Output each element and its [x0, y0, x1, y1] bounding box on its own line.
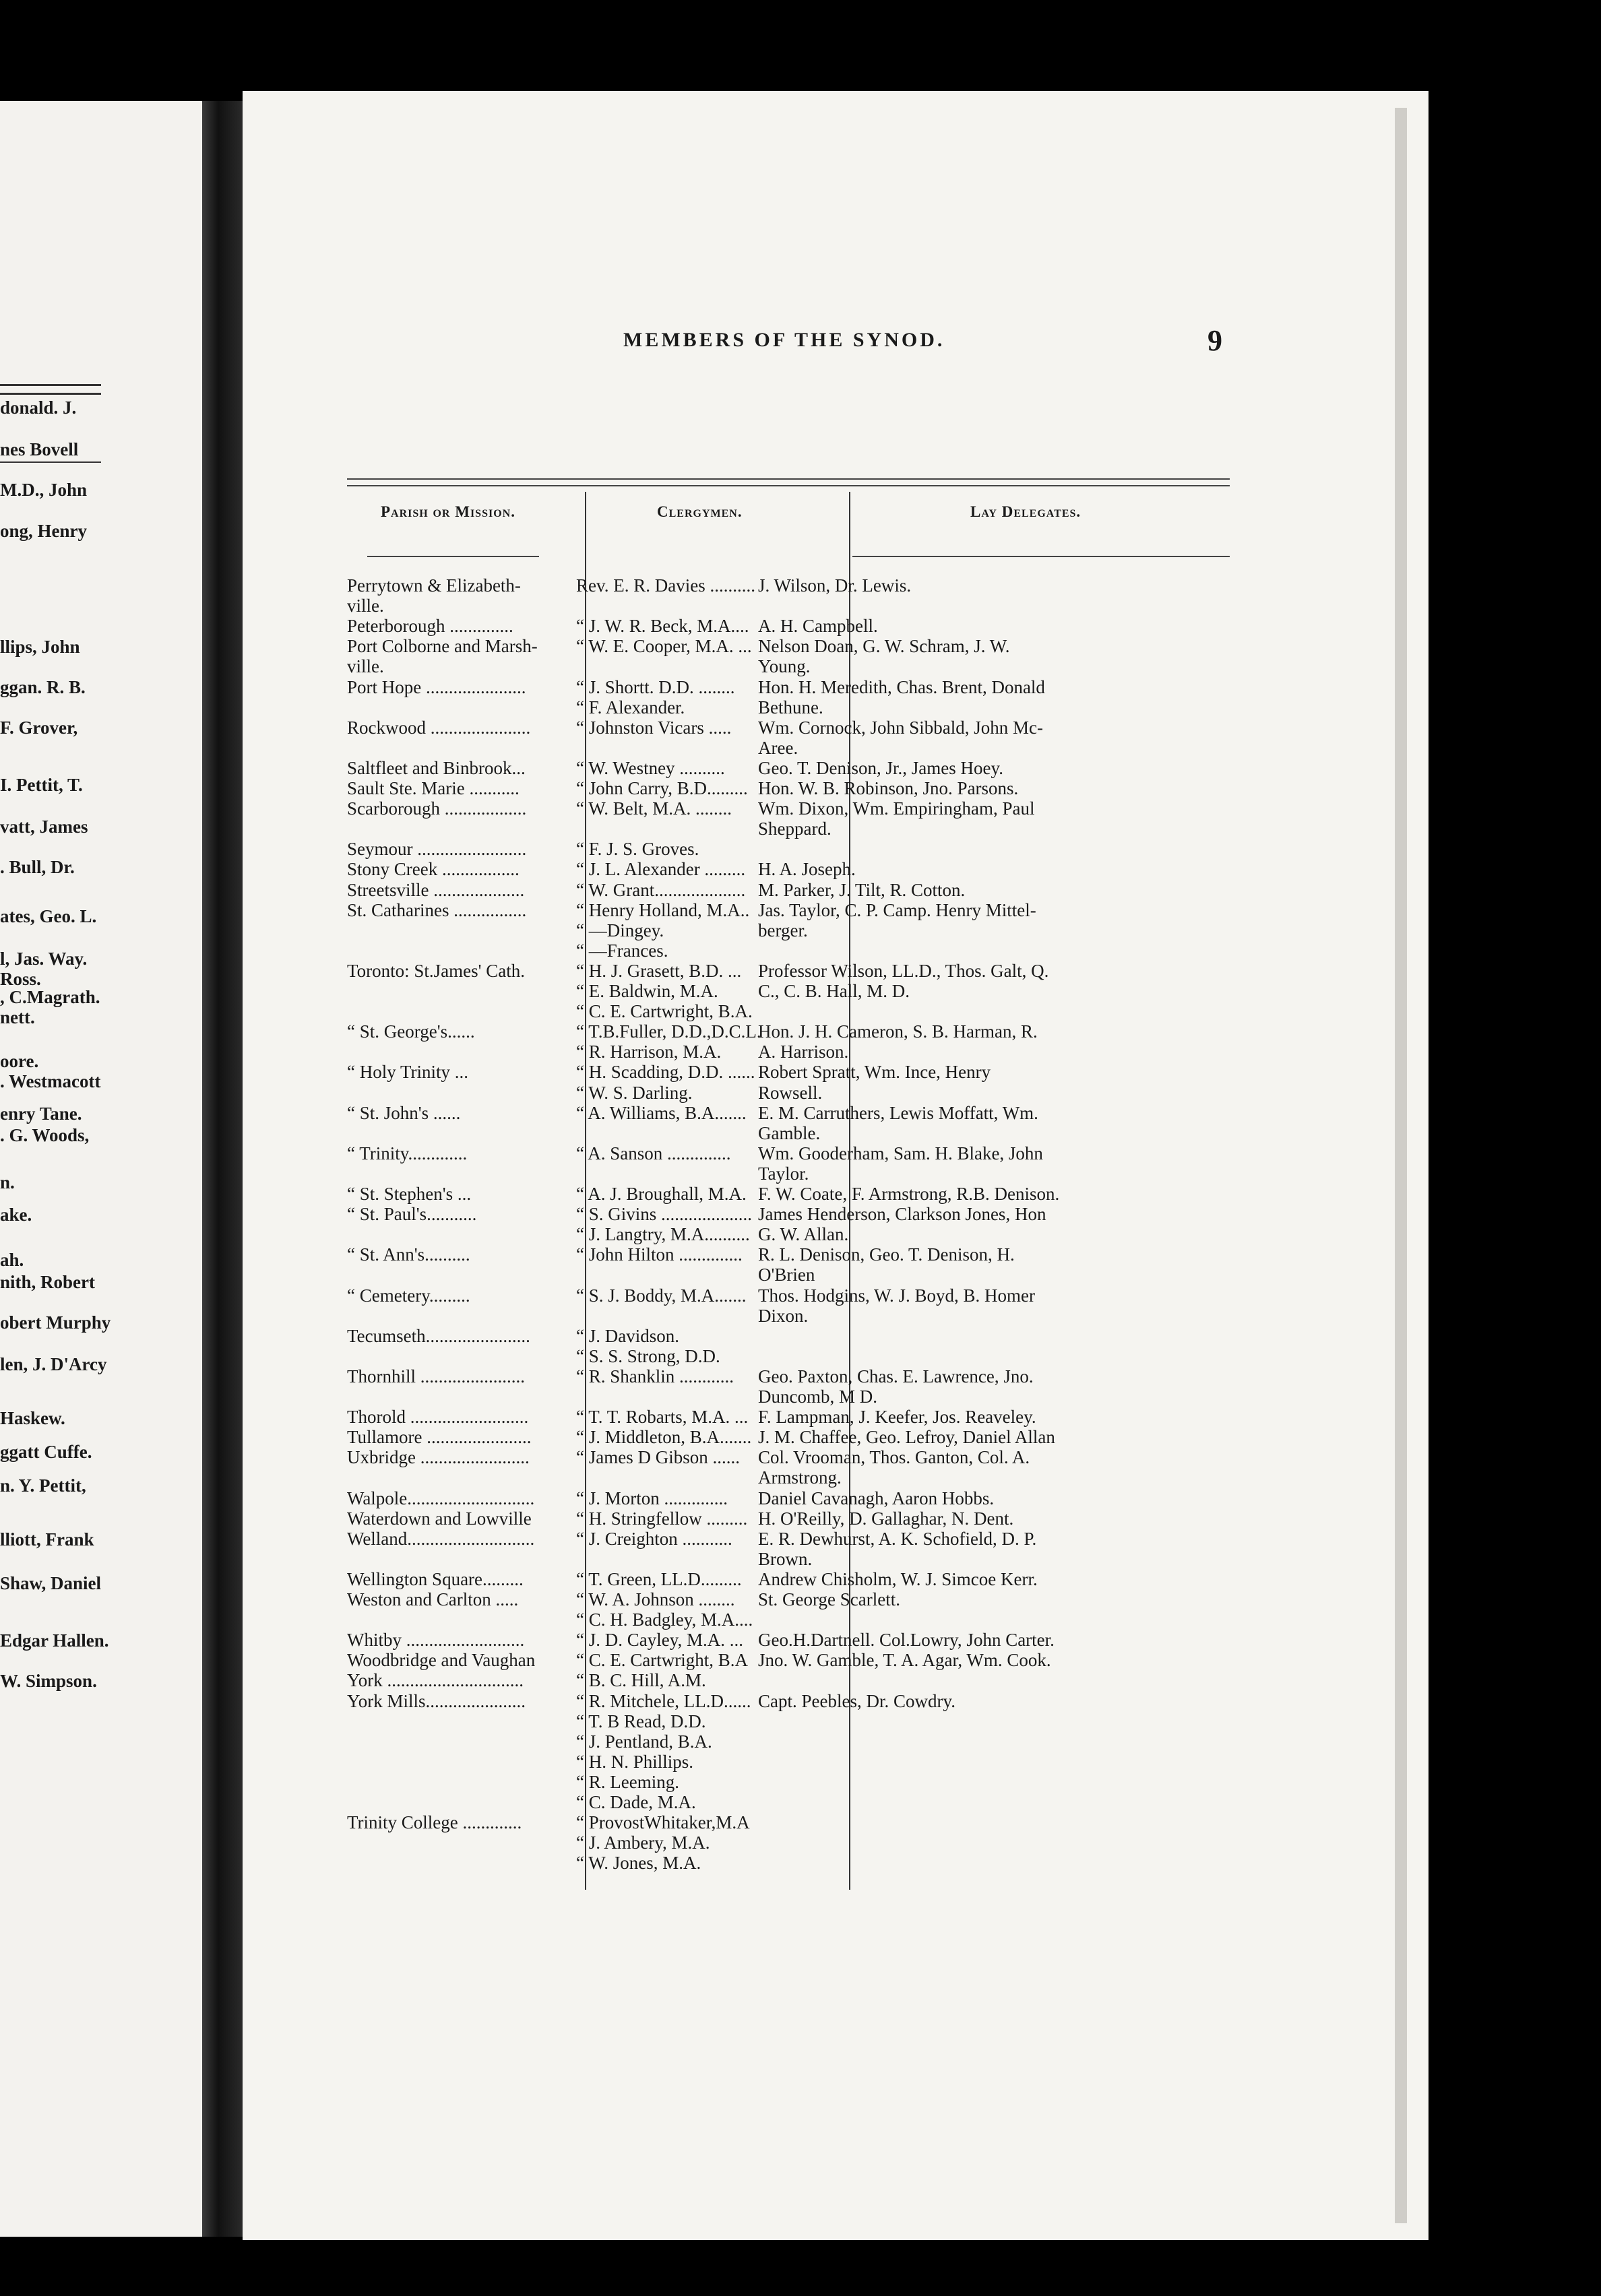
lay-delegates-cell: Armstrong.: [758, 1467, 842, 1488]
clergy-cell: “ R. Harrison, M.A.: [576, 1042, 722, 1062]
clergy-cell: “ Johnston Vicars .....: [576, 717, 732, 738]
left-page-text-fragment: donald. J.: [0, 397, 77, 418]
clergy-cell: “ J. Davidson.: [576, 1325, 679, 1346]
left-page-text-fragment: enry Tane.: [0, 1104, 82, 1124]
parish-cell: Trinity College .............: [347, 1812, 522, 1833]
parish-cell: ville.: [347, 596, 384, 616]
clergy-cell: “ J. Langtry, M.A..........: [576, 1224, 750, 1245]
clergy-cell: “ C. E. Cartwright, B.A.: [576, 1001, 753, 1022]
left-page-text-fragment: obert Murphy: [0, 1312, 111, 1333]
left-page-text-fragment: vatt, James: [0, 817, 88, 837]
column-header-lay: Lay Delegates.: [970, 503, 1081, 520]
clergy-cell: “ John Carry, B.D.........: [576, 778, 748, 798]
clergy-cell: “ J. D. Cayley, M.A. ...: [576, 1630, 743, 1651]
lay-delegates-cell: A. Harrison.: [758, 1042, 849, 1062]
left-facing-page: [0, 101, 202, 2237]
left-page-rule: [0, 384, 101, 395]
lay-delegates-cell: C., C. B. Hall, M. D.: [758, 981, 910, 1001]
parish-cell: Sault Ste. Marie ...........: [347, 778, 520, 798]
clergy-cell: “ W. Westney ..........: [576, 757, 725, 778]
lay-delegates-cell: H. A. Joseph.: [758, 859, 856, 880]
clergy-cell: “ T. T. Robarts, M.A. ...: [576, 1407, 749, 1428]
clergy-cell: “ A. Sanson ..............: [576, 1143, 731, 1163]
parish-cell: Perrytown & Elizabeth-: [347, 575, 521, 596]
clergy-cell: “ F. Alexander.: [576, 697, 685, 718]
parish-cell: Tullamore .......................: [347, 1427, 532, 1448]
lay-delegates-cell: Thos. Hodgins, W. J. Boyd, B. Homer: [758, 1285, 1036, 1306]
parish-cell: Peterborough ..............: [347, 616, 513, 637]
lay-delegates-cell: F. W. Coate, F. Armstrong, R.B. Denison.: [758, 1184, 1060, 1204]
left-page-text-fragment: Haskew.: [0, 1408, 65, 1428]
left-page-text-fragment: ong, Henry: [0, 521, 88, 541]
parish-cell: St. Catharines ................: [347, 899, 527, 920]
parish-cell: Weston and Carlton .....: [347, 1589, 519, 1609]
lay-delegates-cell: St. George Scarlett.: [758, 1589, 900, 1609]
left-page-text-fragment: n.: [0, 1172, 15, 1192]
parish-cell: Thornhill .......................: [347, 1366, 525, 1386]
parish-cell: Uxbridge ........................: [347, 1447, 530, 1468]
parish-cell: Toronto: St.James' Cath.: [347, 960, 525, 981]
clergy-cell: “ A. J. Broughall, M.A.: [576, 1184, 747, 1204]
left-page-text-fragment: ggan. R. B.: [0, 677, 86, 697]
left-page-text-fragment: Edgar Hallen.: [0, 1630, 109, 1651]
parish-cell: Walpole............................: [347, 1488, 535, 1508]
clergy-cell: “ W. Jones, M.A.: [576, 1853, 701, 1874]
clergy-cell: “ John Hilton ..............: [576, 1244, 743, 1265]
left-page-text-fragment: len, J. D'Arcy: [0, 1354, 107, 1374]
parish-cell: “ St. Stephen's ...: [347, 1184, 472, 1204]
left-page-text-fragment: ggatt Cuffe.: [0, 1442, 92, 1462]
left-page-text-fragment: F. Grover,: [0, 718, 78, 738]
lay-delegates-cell: Hon. W. B. Robinson, Jno. Parsons.: [758, 778, 1019, 798]
lay-delegates-cell: G. W. Allan.: [758, 1224, 849, 1245]
lay-delegates-cell: Geo. T. Denison, Jr., James Hoey.: [758, 757, 1003, 778]
clergy-cell: “ ProvostWhitaker,M.A: [576, 1812, 750, 1833]
parish-cell: York Mills......................: [347, 1690, 526, 1711]
lay-delegates-cell: E. M. Carruthers, Lewis Moffatt, Wm.: [758, 1102, 1038, 1123]
left-page-text-fragment: nett.: [0, 1007, 35, 1027]
lay-delegates-cell: Hon. J. H. Cameron, S. B. Harman, R.: [758, 1021, 1038, 1042]
clergy-cell: “ T. Green, LL.D.........: [576, 1568, 742, 1589]
lay-delegates-cell: Wm. Cornock, John Sibbald, John Mc-: [758, 717, 1043, 738]
clergy-cell: “ W. E. Cooper, M.A. ...: [576, 636, 752, 657]
parish-cell: Scarborough ..................: [347, 798, 527, 819]
lay-delegates-cell: Dixon.: [758, 1305, 809, 1326]
lay-delegates-cell: O'Brien: [758, 1265, 815, 1285]
clergy-cell: “ E. Baldwin, M.A.: [576, 981, 718, 1001]
parish-cell: Welland............................: [347, 1528, 535, 1549]
clergy-cell: “ H. J. Grasett, B.D. ...: [576, 960, 742, 981]
clergy-cell: “ H. Stringfellow .........: [576, 1508, 748, 1529]
parish-cell: Whitby ..........................: [347, 1630, 525, 1651]
parish-cell: “ St. Ann's..........: [347, 1244, 470, 1265]
lay-delegates-cell: berger.: [758, 920, 808, 940]
parish-cell: “ St. George's......: [347, 1021, 475, 1042]
lay-delegates-cell: Young.: [758, 656, 811, 677]
parish-cell: Port Colborne and Marsh-: [347, 636, 538, 657]
left-page-text-fragment: . Westmacott: [0, 1071, 101, 1091]
lay-delegates-cell: Professor Wilson, LL.D., Thos. Galt, Q.: [758, 960, 1049, 981]
lay-delegates-cell: Rowsell.: [758, 1082, 823, 1103]
parish-cell: Port Hope ......................: [347, 676, 526, 697]
lay-delegates-cell: Duncomb, M D.: [758, 1386, 877, 1407]
parish-cell: Streetsville ....................: [347, 879, 525, 900]
clergy-cell: “ J. Shortt. D.D. ........: [576, 676, 735, 697]
clergy-cell: “ S. Givins ....................: [576, 1204, 753, 1225]
lay-delegates-cell: Jno. W. Gamble, T. A. Agar, Wm. Cook.: [758, 1650, 1051, 1671]
left-page-text-fragment: . Bull, Dr.: [0, 857, 75, 877]
clergy-cell: “ —Dingey.: [576, 920, 664, 940]
clergy-cell: “ J. W. R. Beck, M.A....: [576, 616, 749, 637]
parish-cell: Thorold ..........................: [347, 1407, 529, 1428]
left-page-text-fragment: W. Simpson.: [0, 1671, 97, 1691]
clergy-cell: “ J. Creighton ...........: [576, 1528, 732, 1549]
clergy-cell: “ W. Grant....................: [576, 879, 746, 900]
parish-cell: ville.: [347, 656, 384, 677]
lay-delegates-cell: R. L. Denison, Geo. T. Denison, H.: [758, 1244, 1015, 1265]
document-page: [243, 91, 1429, 2240]
clergy-cell: “ H. N. Phillips.: [576, 1751, 694, 1772]
clergy-cell: “ Henry Holland, M.A..: [576, 899, 750, 920]
lay-delegates-cell: Wm. Gooderham, Sam. H. Blake, John: [758, 1143, 1043, 1163]
clergy-cell: “ W. A. Johnson ........: [576, 1589, 735, 1609]
left-page-text-fragment: Shaw, Daniel: [0, 1573, 102, 1593]
parish-cell: Stony Creek .................: [347, 859, 520, 880]
clergy-cell: “ C. E. Cartwright, B.A: [576, 1650, 748, 1671]
column-header-parish: Parish or Mission.: [381, 503, 515, 520]
parish-cell: Woodbridge and Vaughan: [347, 1650, 536, 1671]
lay-delegates-cell: F. Lampman, J. Keefer, Jos. Reaveley.: [758, 1407, 1036, 1428]
left-page-text-fragment: oore.: [0, 1051, 39, 1071]
lay-delegates-cell: H. O'Reilly, D. Gallaghar, N. Dent.: [758, 1508, 1014, 1529]
column-rule: [367, 556, 539, 557]
lay-delegates-cell: Bethune.: [758, 697, 823, 718]
parish-cell: “ St. Paul's...........: [347, 1204, 477, 1225]
header-rule: [347, 478, 1230, 486]
column-header-clergy: Clergymen.: [657, 503, 743, 520]
clergy-cell: “ J. L. Alexander .........: [576, 859, 746, 880]
lay-delegates-cell: Geo. Paxton, Chas. E. Lawrence, Jno.: [758, 1366, 1034, 1386]
lay-delegates-cell: Geo.H.Dartnell. Col.Lowry, John Carter.: [758, 1630, 1055, 1651]
left-page-text-fragment: . G. Woods,: [0, 1125, 90, 1145]
left-page-text-fragment: n. Y. Pettit,: [0, 1475, 86, 1496]
lay-delegates-cell: J. Wilson, Dr. Lewis.: [758, 575, 912, 596]
left-page-text-fragment: ake.: [0, 1205, 32, 1225]
page-header: [243, 323, 1429, 357]
parish-cell: Wellington Square.........: [347, 1568, 524, 1589]
clergy-cell: “ B. C. Hill, A.M.: [576, 1670, 706, 1691]
clergy-cell: “ R. Leeming.: [576, 1771, 679, 1792]
clergy-cell: “ S. S. Strong, D.D.: [576, 1345, 720, 1366]
left-page-text-fragment: nes Bovell: [0, 439, 79, 459]
clergy-cell: “ J. Pentland, B.A.: [576, 1731, 712, 1752]
left-page-text-fragment: , C.Magrath.: [0, 987, 100, 1007]
left-page-text-fragment: I. Pettit, T.: [0, 775, 83, 795]
parish-cell: York ..............................: [347, 1670, 524, 1691]
lay-delegates-cell: E. R. Dewhurst, A. K. Schofield, D. P.: [758, 1528, 1037, 1549]
clergy-cell: “ F. J. S. Groves.: [576, 839, 699, 860]
clergy-cell: “ H. Scadding, D.D. ......: [576, 1062, 755, 1083]
clergy-cell: “ W. S. Darling.: [576, 1082, 693, 1103]
column-rule: [852, 556, 1230, 557]
clergy-cell: “ R. Mitchele, LL.D......: [576, 1690, 751, 1711]
clergy-cell: Rev. E. R. Davies ..........: [576, 575, 755, 596]
clergy-cell: “ S. J. Boddy, M.A.......: [576, 1285, 747, 1306]
left-page-text-fragment: M.D., John: [0, 480, 88, 500]
parish-cell: “ Cemetery.........: [347, 1285, 470, 1306]
parish-cell: Saltfleet and Binbrook...: [347, 757, 526, 778]
lay-delegates-cell: Andrew Chisholm, W. J. Simcoe Kerr.: [758, 1568, 1038, 1589]
lay-delegates-cell: Daniel Cavanagh, Aaron Hobbs.: [758, 1488, 995, 1508]
left-page-text-fragment: l, Jas. Way.: [0, 949, 88, 969]
lay-delegates-cell: A. H. Campbell.: [758, 616, 878, 637]
lay-delegates-cell: Robert Spratt, Wm. Ince, Henry: [758, 1062, 991, 1083]
clergy-cell: “ A. Williams, B.A.......: [576, 1102, 747, 1123]
running-title: MEMBERS OF THE SYNOD.: [623, 329, 945, 351]
lay-delegates-cell: James Henderson, Clarkson Jones, Hon: [758, 1204, 1046, 1225]
clergy-cell: “ C. H. Badgley, M.A....: [576, 1609, 753, 1630]
book-gutter: [202, 101, 243, 2237]
parish-cell: “ St. John's ......: [347, 1102, 461, 1123]
clergy-cell: “ J. Middleton, B.A.......: [576, 1427, 752, 1448]
clergy-cell: “ —Frances.: [576, 940, 668, 961]
lay-delegates-cell: Hon. H. Meredith, Chas. Brent, Donald: [758, 676, 1045, 697]
parish-cell: “ Trinity.............: [347, 1143, 468, 1163]
clergy-cell: “ T. B Read, D.D.: [576, 1711, 706, 1731]
lay-delegates-cell: J. M. Chaffee, Geo. Lefroy, Daniel Allan: [758, 1427, 1055, 1448]
page-number: 9: [1207, 324, 1222, 357]
lay-delegates-cell: Aree.: [758, 737, 798, 758]
left-page-text-fragment: nith, Robert: [0, 1272, 95, 1292]
parish-cell: “ Holy Trinity ...: [347, 1062, 469, 1083]
page-edge: [1395, 108, 1407, 2223]
lay-delegates-cell: Jas. Taylor, C. P. Camp. Henry Mittel-: [758, 899, 1036, 920]
lay-delegates-cell: Wm. Dixon, Wm. Empiringham, Paul: [758, 798, 1035, 819]
parish-cell: Waterdown and Lowville: [347, 1508, 532, 1529]
clergy-cell: “ J. Morton ..............: [576, 1488, 728, 1508]
parish-cell: Rockwood ......................: [347, 717, 531, 738]
clergy-cell: “ James D Gibson ......: [576, 1447, 740, 1468]
clergy-cell: “ T.B.Fuller, D.D.,D.C.L.: [576, 1021, 761, 1042]
lay-delegates-cell: Col. Vrooman, Thos. Ganton, Col. A.: [758, 1447, 1030, 1468]
lay-delegates-cell: Taylor.: [758, 1163, 809, 1184]
lay-delegates-cell: Nelson Doan, G. W. Schram, J. W.: [758, 636, 1010, 657]
clergy-cell: “ W. Belt, M.A. ........: [576, 798, 732, 819]
clergy-cell: “ R. Shanklin ............: [576, 1366, 734, 1386]
clergy-cell: “ J. Ambery, M.A.: [576, 1832, 710, 1853]
lay-delegates-cell: Brown.: [758, 1548, 813, 1569]
left-page-text-fragment: lliott, Frank: [0, 1529, 94, 1550]
lay-delegates-cell: M. Parker, J. Tilt, R. Cotton.: [758, 879, 966, 900]
lay-delegates-cell: Gamble.: [758, 1122, 821, 1143]
parish-cell: Tecumseth.......................: [347, 1325, 530, 1346]
left-page-text-fragment: ates, Geo. L.: [0, 906, 97, 926]
left-page-rule: [0, 461, 101, 463]
left-page-text-fragment: ah.: [0, 1250, 24, 1270]
left-page-text-fragment: llips, John: [0, 637, 80, 657]
lay-delegates-cell: Capt. Peebles, Dr. Cowdry.: [758, 1690, 955, 1711]
lay-delegates-cell: Sheppard.: [758, 819, 831, 839]
left-page-text-fragment: Ross.: [0, 969, 41, 989]
clergy-cell: “ C. Dade, M.A.: [576, 1792, 696, 1812]
parish-cell: Seymour ........................: [347, 839, 527, 860]
